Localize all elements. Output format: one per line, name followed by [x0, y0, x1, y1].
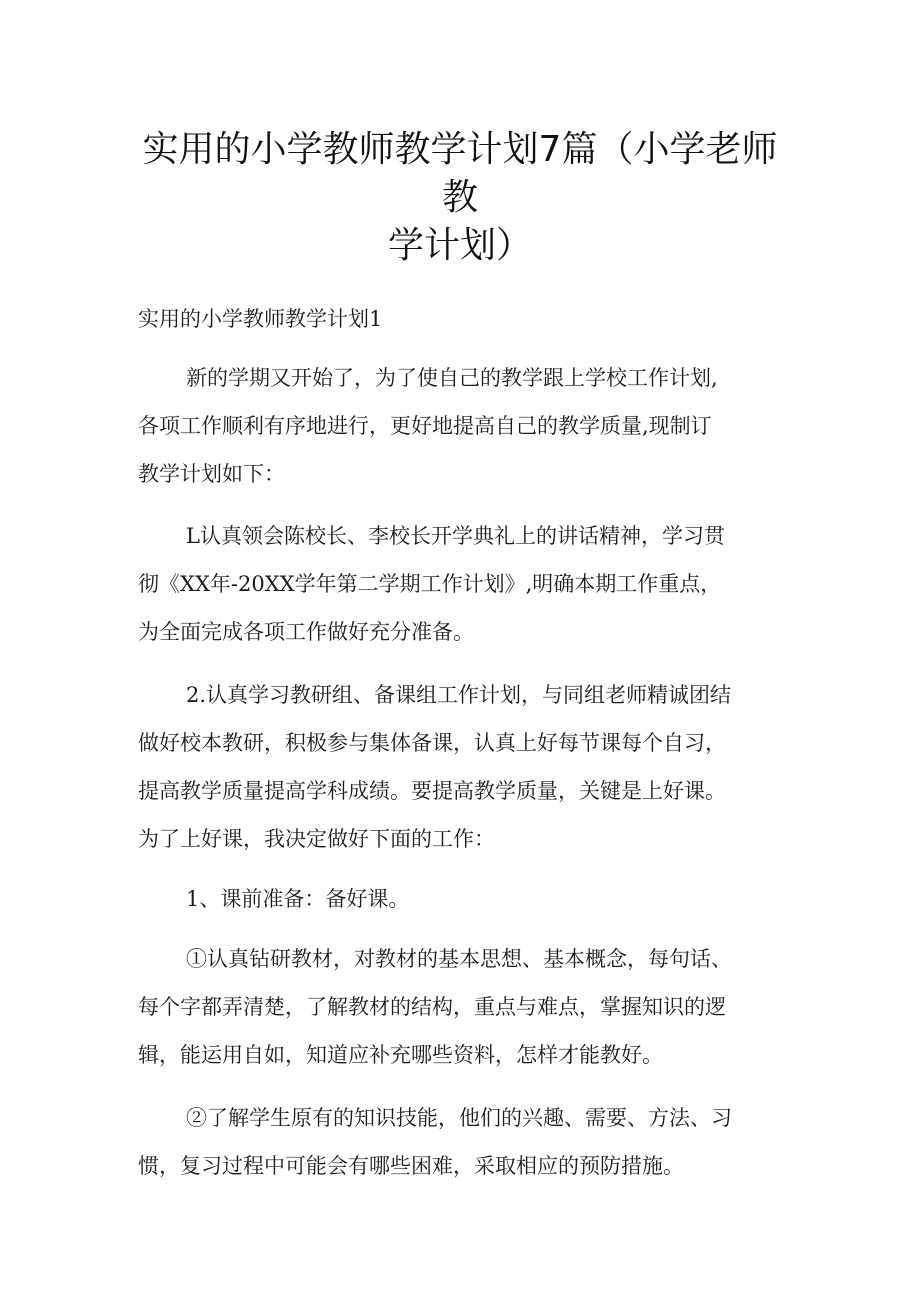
paragraph-line: L认真领会陈校长、李校长开学典礼上的讲话精神，学习贯 [186, 524, 725, 548]
paragraph-line: 为了上好课，我决定做好下面的工作： [138, 827, 495, 851]
paragraph-line: 为全面完成各项工作做好充分准备。 [138, 620, 474, 644]
document-title-line-3: 学计划） [387, 225, 532, 266]
document-title-line-2: 教 [441, 177, 478, 218]
document-title-line-1: 实用的小学教师教学计划7篇（小学老师 [142, 129, 778, 170]
paragraph-line: 彻《XX年-20XX学年第二学期工作计划》,明确本期工作重点， [138, 572, 722, 596]
paragraph-line: 每个字都弄清楚，了解教材的结构，重点与难点，掌握知识的逻 [138, 995, 726, 1019]
paragraph-line: 各项工作顺利有序地进行，更好地提高自己的教学质量,现制订 [138, 414, 712, 438]
paragraph-line: 做好校本教研，积极参与集体备课，认真上好每节课每个自习， [138, 731, 726, 755]
paragraph-line: ①认真钻研教材，对教材的基本思想、基本概念，每句话、 [186, 947, 732, 971]
paragraph-line: 1、课前准备：备好课。 [186, 887, 410, 911]
paragraph-line: ②了解学生原有的知识技能，他们的兴趣、需要、方法、习 [186, 1106, 732, 1130]
paragraph-line: 辑，能运用自如，知道应补充哪些资料，怎样才能教好。 [138, 1043, 663, 1067]
paragraph-line: 新的学期又开始了，为了使自己的教学跟上学校工作计划, [186, 366, 718, 390]
paragraph-line: 2.认真学习教研组、备课组工作计划，与同组老师精诚团结 [186, 683, 732, 707]
paragraph-line: 教学计划如下： [138, 462, 285, 486]
paragraph-line: 提高教学质量提高学科成绩。要提高教学质量，关键是上好课。 [138, 779, 726, 803]
paragraph-line: 惯，复习过程中可能会有哪些困难，采取相应的预防措施。 [138, 1154, 684, 1178]
section-heading: 实用的小学教师教学计划1 [138, 307, 383, 331]
